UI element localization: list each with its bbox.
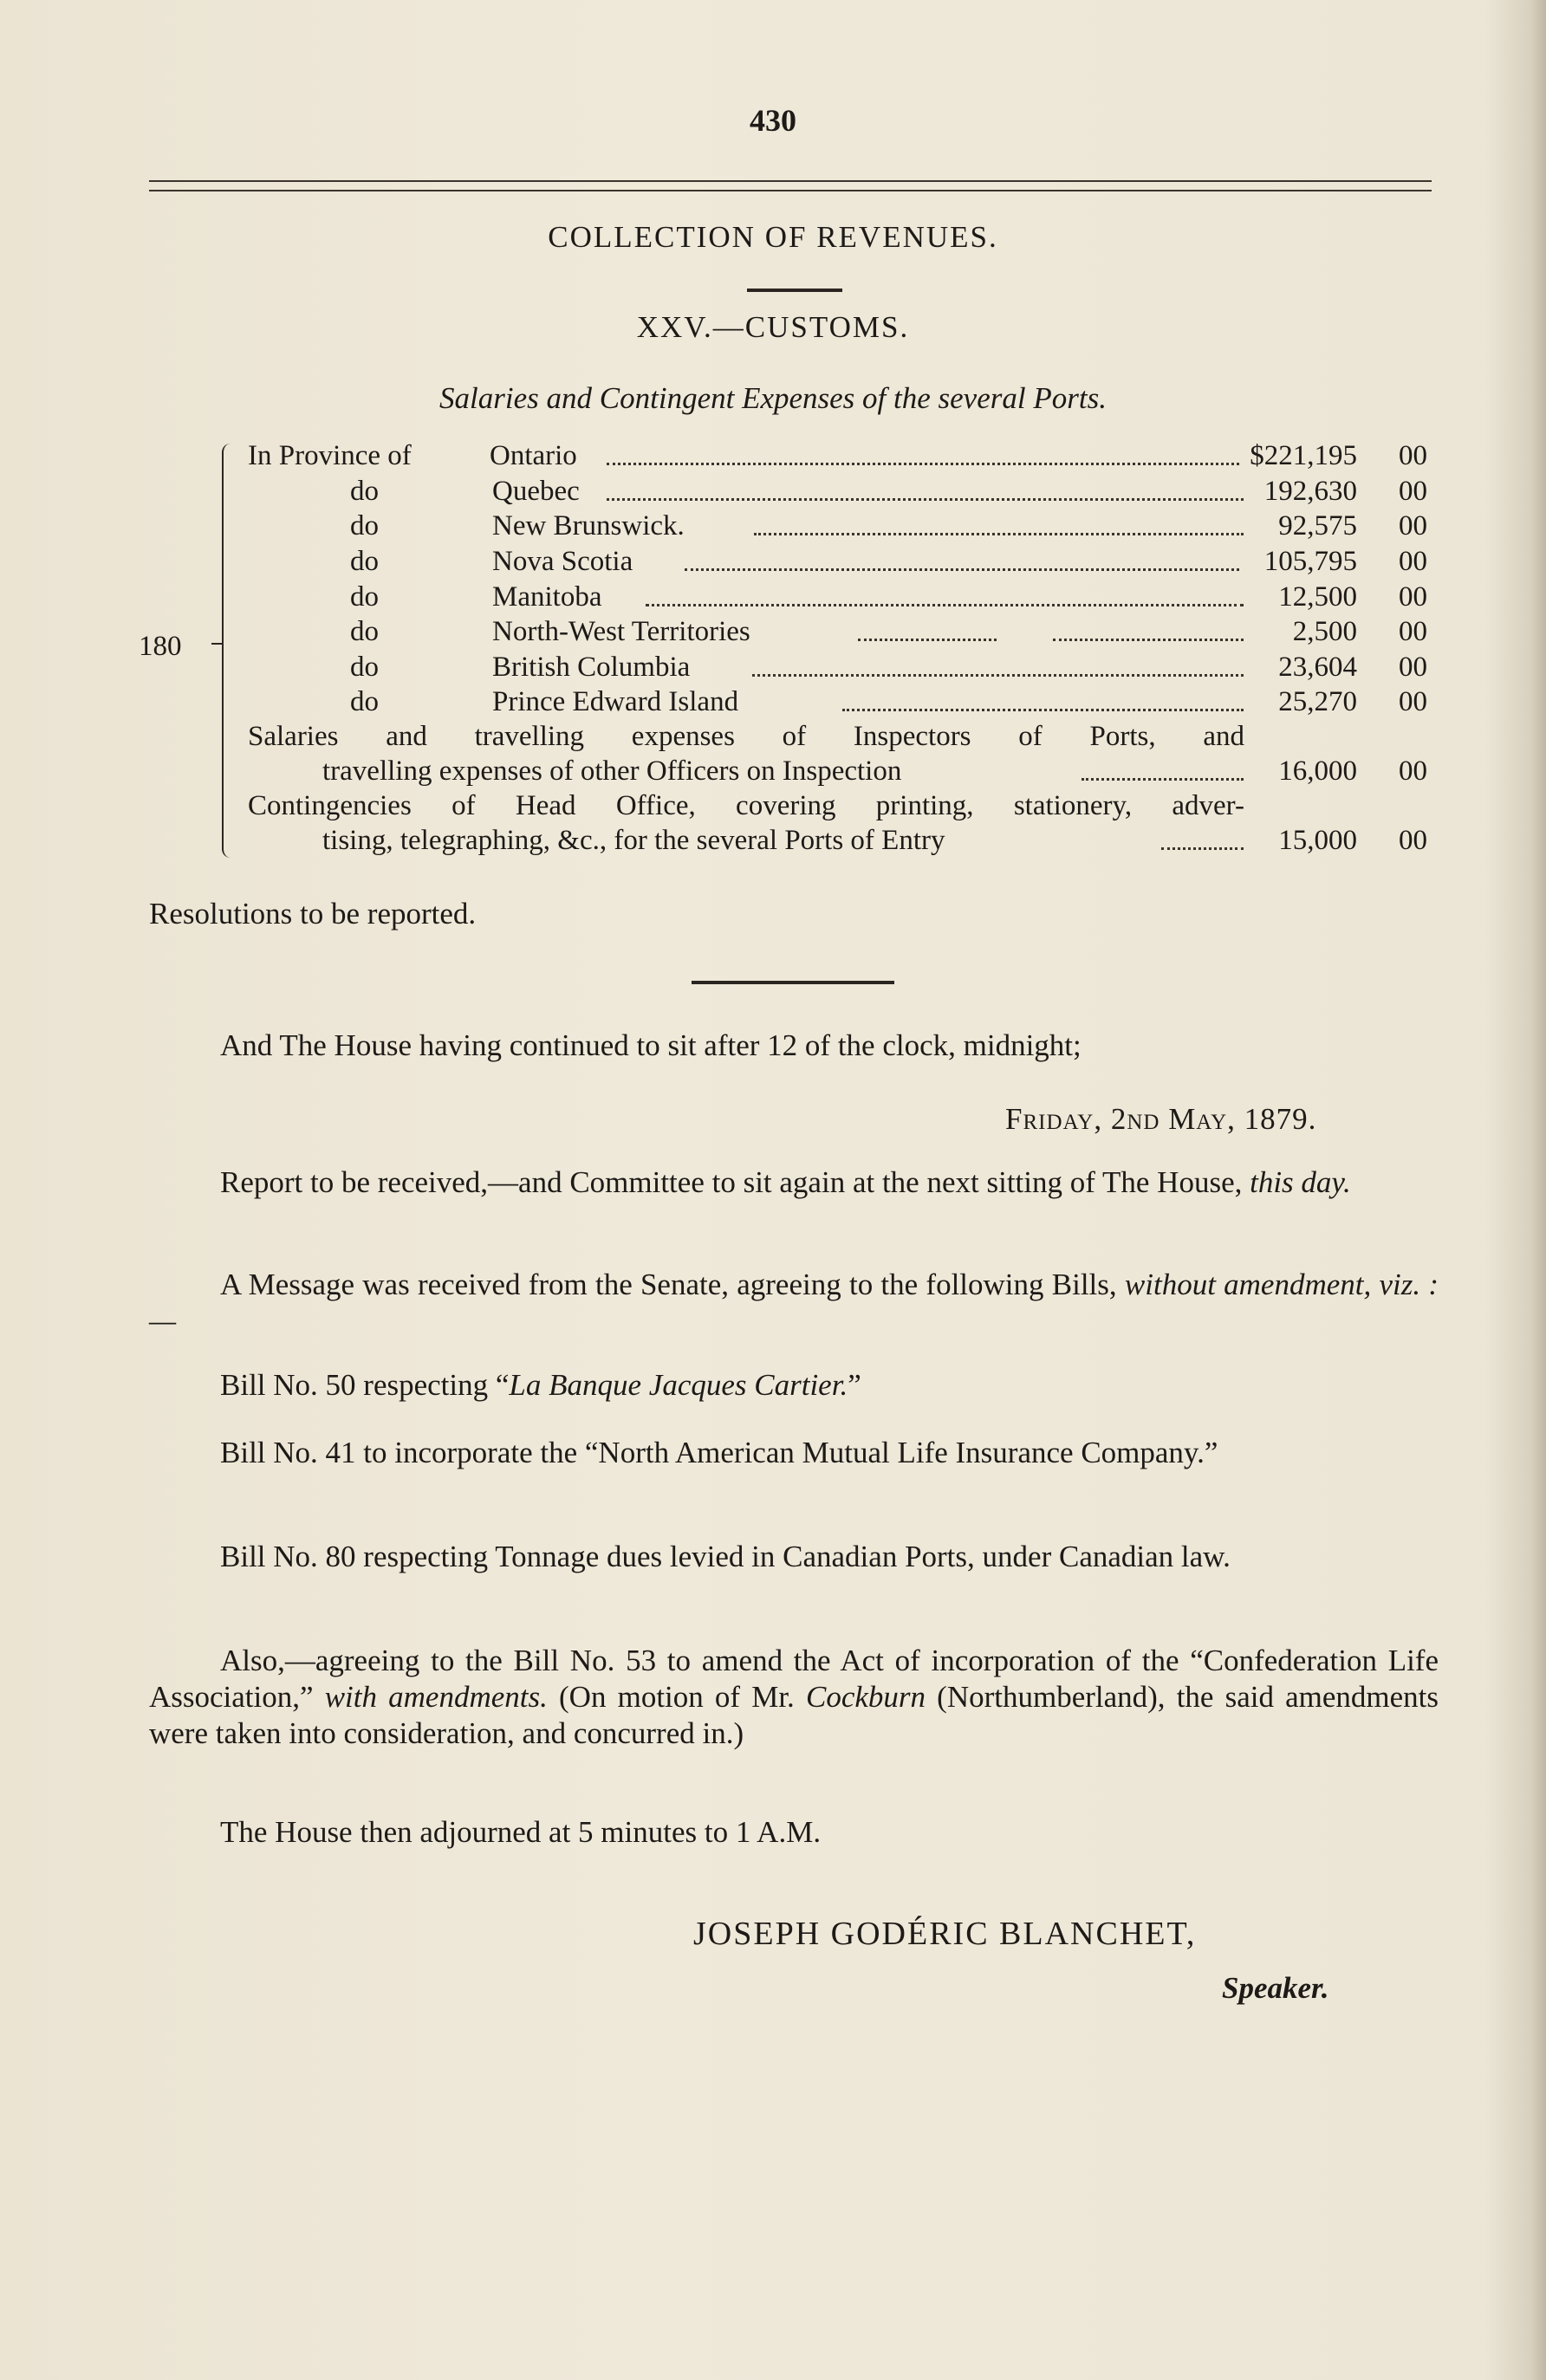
leader-dots bbox=[754, 533, 1244, 535]
leader-dots bbox=[685, 568, 1239, 571]
house-continued-text bbox=[220, 1028, 1442, 1064]
also-text-2: (On motion of Mr. bbox=[559, 1680, 795, 1714]
also-italic-2: Cockburn bbox=[805, 1680, 926, 1714]
bill50-end: ” bbox=[848, 1368, 861, 1402]
item-prefix: do bbox=[350, 476, 379, 507]
leader-dots bbox=[752, 674, 1244, 677]
bill50-paragraph bbox=[149, 1367, 1439, 1404]
also-paragraph bbox=[149, 1643, 1439, 1752]
list-item bbox=[0, 440, 1546, 475]
message-text: A Message was received from the Senate, agreeing to the following Bills, bbox=[220, 1268, 1117, 1301]
list-item bbox=[0, 721, 1546, 756]
date-line: Friday, 2nd May, 1879. bbox=[1005, 1102, 1317, 1136]
resolutions: Resolutions to be reported. bbox=[149, 897, 477, 931]
bill50-text: Bill No. 50 respecting “ bbox=[220, 1368, 510, 1402]
report-text: Report to be received,—and Committee to sit again at the next sitting of The House, bbox=[220, 1165, 1243, 1199]
item-amount: 25,270 bbox=[1278, 686, 1357, 717]
item-prefix: do bbox=[350, 652, 379, 683]
item-place: Manitoba bbox=[492, 581, 602, 613]
item-amount: 2,500 bbox=[1292, 616, 1357, 647]
list-item bbox=[0, 476, 1546, 510]
item-prefix: do bbox=[350, 510, 379, 541]
item-cents: 00 bbox=[1399, 581, 1427, 613]
item-line1: Contingencies of Head Office, covering printing, stationery, adver- bbox=[248, 790, 1244, 821]
speaker-title: Speaker. bbox=[1222, 1971, 1329, 2005]
item-line2: tising, telegraphing, &c., for the several Ports of Entry bbox=[322, 825, 945, 856]
leader-dots bbox=[646, 604, 1244, 606]
speaker-name: JOSEPH GODÉRIC BLANCHET, bbox=[693, 1916, 1197, 1952]
item-place: British Columbia bbox=[492, 652, 691, 683]
list-item bbox=[0, 686, 1546, 721]
item-prefix: do bbox=[350, 581, 379, 613]
section-heading: COLLECTION OF REVENUES. bbox=[548, 220, 998, 254]
item-amount: 105,795 bbox=[1263, 546, 1357, 577]
list-item bbox=[0, 546, 1546, 580]
item-amount: $221,195 bbox=[1250, 440, 1357, 471]
item-cents: 00 bbox=[1399, 510, 1427, 541]
list-item bbox=[0, 756, 1546, 790]
list-item bbox=[0, 510, 1546, 545]
item-prefix: do bbox=[350, 616, 379, 647]
list-item bbox=[0, 790, 1546, 825]
item-place: Nova Scotia bbox=[492, 546, 633, 577]
leader-dots bbox=[607, 463, 1239, 465]
leader-dots bbox=[858, 639, 997, 641]
item-prefix: In Province of bbox=[248, 440, 412, 471]
item-cents: 00 bbox=[1399, 616, 1427, 647]
resolutions-text bbox=[149, 896, 1439, 932]
list-item bbox=[0, 616, 1546, 651]
item-cents: 00 bbox=[1399, 652, 1427, 683]
item-amount: 23,604 bbox=[1278, 652, 1357, 683]
adjourned-text: The House then adjourned at 5 minutes to 1 A.M. bbox=[220, 1815, 822, 1849]
item-prefix: do bbox=[350, 546, 379, 577]
adjourned-paragraph bbox=[149, 1814, 1439, 1851]
item-amount: 15,000 bbox=[1278, 825, 1357, 856]
house-continued: And The House having continued to sit after 12 of the clock, midnight; bbox=[220, 1028, 1082, 1062]
item-cents: 00 bbox=[1399, 546, 1427, 577]
item-amount: 12,500 bbox=[1278, 581, 1357, 613]
item-amount: 192,630 bbox=[1263, 476, 1357, 507]
item-amount: 16,000 bbox=[1278, 756, 1357, 787]
list-item bbox=[0, 581, 1546, 616]
item-place: Quebec bbox=[492, 476, 580, 507]
item-cents: 00 bbox=[1399, 440, 1427, 471]
item-cents: 00 bbox=[1399, 476, 1427, 507]
short-rule-2 bbox=[692, 981, 894, 984]
bill50-italic: La Banque Jacques Cartier. bbox=[509, 1368, 848, 1402]
message-paragraph bbox=[149, 1267, 1439, 1339]
list-item bbox=[0, 825, 1546, 859]
item-place: New Brunswick. bbox=[492, 510, 685, 541]
report-paragraph bbox=[149, 1164, 1439, 1201]
leader-dots bbox=[607, 498, 1244, 501]
also-italic-1: with amendments. bbox=[324, 1680, 548, 1714]
list-item bbox=[0, 652, 1546, 686]
report-italic: this day. bbox=[1250, 1165, 1351, 1199]
short-rule-1 bbox=[747, 289, 842, 292]
item-place: Prince Edward Island bbox=[492, 686, 739, 717]
item-cents: 00 bbox=[1399, 756, 1427, 787]
item-cents: 00 bbox=[1399, 686, 1427, 717]
bill41-paragraph bbox=[149, 1435, 1439, 1471]
double-rule bbox=[149, 180, 1432, 191]
bill80-paragraph bbox=[149, 1539, 1439, 1575]
customs-heading: XXV.—CUSTOMS. bbox=[636, 310, 910, 344]
item-cents: 00 bbox=[1399, 825, 1427, 856]
also-text-1: Also,—agreeing to the Bill No. 53 to amend the Act of incorporation of the “Confederation Life Association,” bbox=[149, 1644, 1439, 1714]
item-amount: 92,575 bbox=[1278, 510, 1357, 541]
item-line2: travelling expenses of other Officers on Inspection bbox=[322, 756, 902, 787]
bill41-text: Bill No. 41 to incorporate the “North American Mutual Life Insurance Company.” bbox=[220, 1436, 1218, 1469]
page-number: 430 bbox=[750, 103, 796, 138]
item-line1: Salaries and travelling expenses of Inspectors of Ports, and bbox=[248, 721, 1244, 752]
item-prefix: do bbox=[350, 686, 379, 717]
item-place: North-West Territories bbox=[492, 616, 750, 647]
message-italic: without amendment, viz. :— bbox=[149, 1268, 1439, 1338]
expenses-heading: Salaries and Contingent Expenses of the several Ports. bbox=[439, 381, 1107, 415]
also-text-3: (Northumberland), the said amendments were taken into consideration, and concurred in.) bbox=[149, 1680, 1439, 1750]
brace-number: 180 bbox=[139, 631, 182, 662]
item-place: Ontario bbox=[490, 440, 577, 471]
bill80-text: Bill No. 80 respecting Tonnage dues levied in Canadian Ports, under Canadian law. bbox=[220, 1540, 1231, 1573]
